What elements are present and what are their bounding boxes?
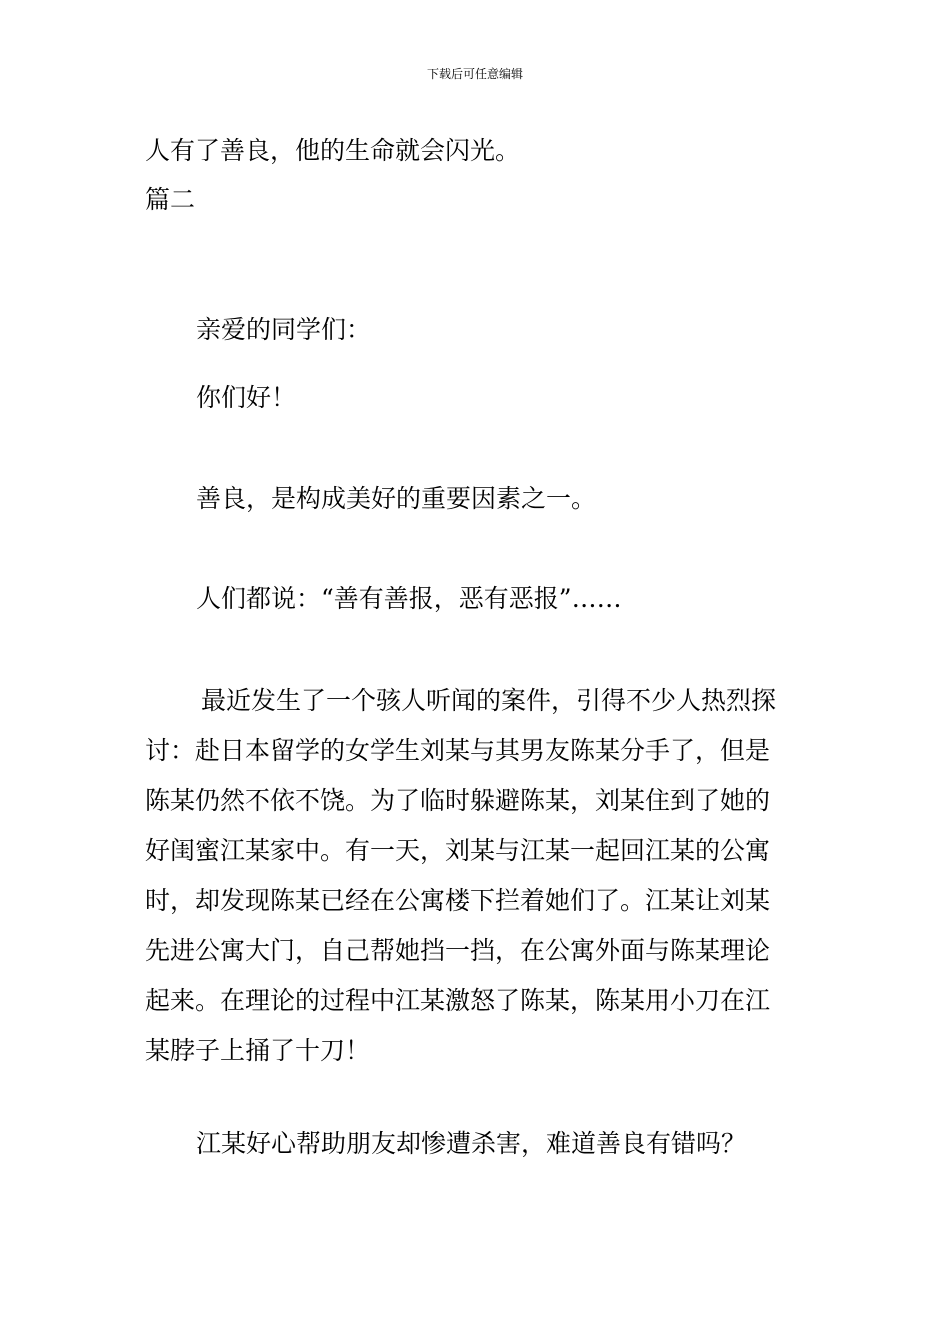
saying: 人们都说：“善有善报，恶有恶报”……	[196, 584, 622, 613]
statement: 善良，是构成美好的重要因素之一。	[196, 484, 597, 513]
closing-sentence: 人有了善良，他的生命就会闪光。	[145, 136, 521, 165]
section-title: 篇二	[145, 185, 196, 214]
page-header: 下载后可任意编辑	[426, 67, 523, 81]
story-line: 某脖子上捅了十刀！	[145, 1036, 371, 1065]
story-line: 好闺蜜江某家中。有一天，刘某与江某一起回江某的公寓	[145, 836, 771, 865]
closing-question: 江某好心帮助朋友却惨遭杀害，难道善良有错吗？	[196, 1129, 747, 1158]
greeting: 你们好！	[196, 383, 297, 412]
story-paragraph	[145, 676, 813, 1076]
story-line: 陈某仍然不依不饶。为了临时躲避陈某，刘某住到了她的	[145, 786, 771, 815]
story-line: 时，却发现陈某已经在公寓楼下拦着她们了。江某让刘某	[145, 886, 771, 915]
story-line: 讨：赴日本留学的女学生刘某与其男友陈某分手了，但是	[145, 736, 771, 765]
story-line: 最近发生了一个骇人听闻的案件，引得不少人热烈探	[201, 686, 777, 715]
story-line: 起来。在理论的过程中江某激怒了陈某，陈某用小刀在江	[145, 986, 771, 1015]
story-line: 先进公寓大门，自己帮她挡一挡，在公寓外面与陈某理论	[145, 936, 771, 965]
salutation: 亲爱的同学们：	[196, 315, 372, 344]
